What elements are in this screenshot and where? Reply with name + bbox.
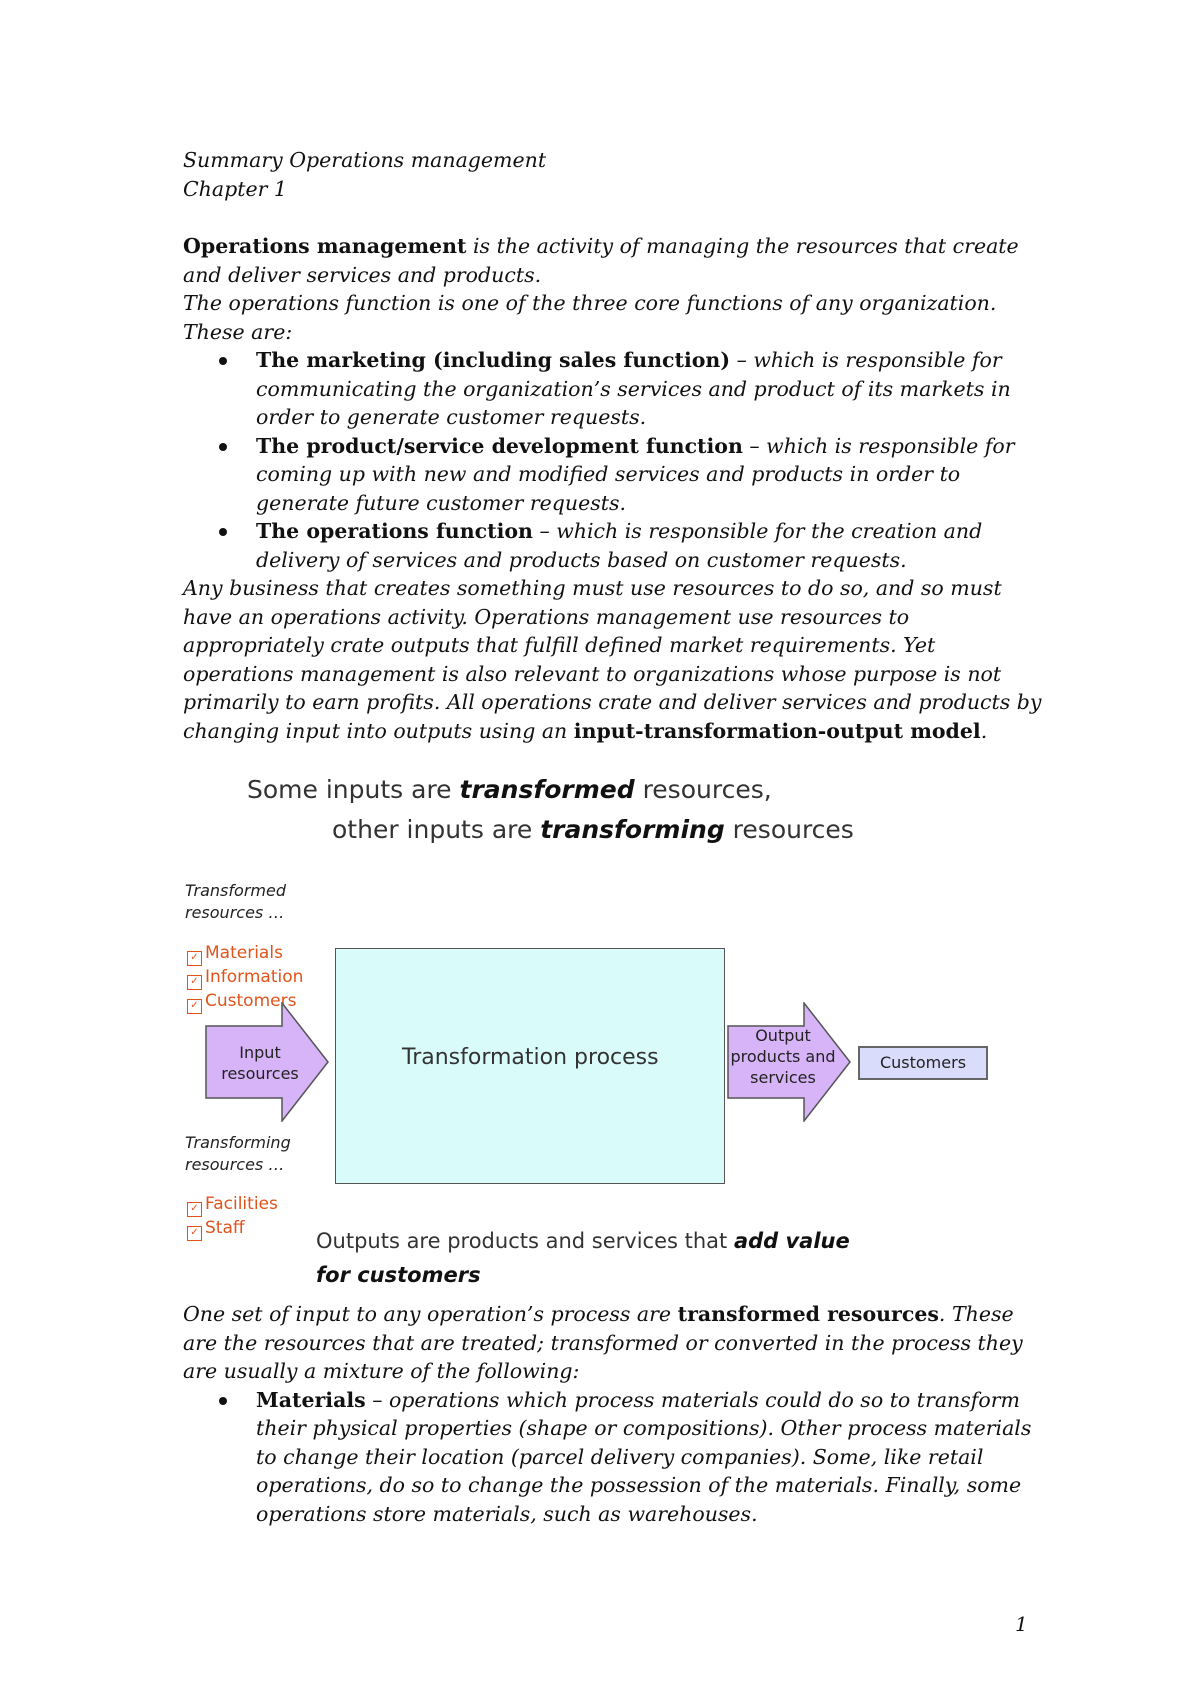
- intro-definition: is the activity of managing the resources that create and deliver services and products.: [183, 234, 1019, 287]
- transformed-resources-term: transformed resources: [677, 1302, 939, 1326]
- checkbox-icon: ✓: [187, 975, 202, 990]
- bullet-text: – operations which process materials could do so to transform their physical properties (shape or compositions). Other process materials to change their location (parcel delivery companies). Some, like retail operations, do so to change the possession of the materials. Finally, some operations store materials, such as warehouses.: [256, 1387, 1032, 1526]
- output-arrow-label: Output products and services: [730, 1026, 836, 1087]
- bullet-text: – which is responsible for the creation and delivery of services and products based on customer requests.: [256, 519, 983, 572]
- transformed-resources-paragraph: One set of input to any operation’s process are transformed resources. These are the resources that are treated; transformed or converted in the process they are usually a mixture of the following:: [183, 1302, 1023, 1383]
- list-item: [183, 346, 1043, 432]
- paragraph-text: Any business that creates something must use resources to do so, and so must have an operations activity. Operations management use resources to appropriately crate outputs that fulfill defined market requirements. Yet operations management is also relevant to organizations whose purpose is not primarily to earn profits. All operations crate and deliver services and products by changing input into outputs using an: [183, 576, 1042, 743]
- resource-types-list: [183, 1386, 1043, 1529]
- bullet-text: – which is responsible for coming up with new and modified services and products in order to generate future customer requests.: [256, 433, 1015, 515]
- list-item: [183, 1386, 1043, 1529]
- list-item: ✓ Materials: [187, 942, 303, 966]
- bullet-text: – which is responsible for communicating the organization’s services and product of its markets in order to generate customer requests.: [256, 348, 1011, 429]
- core-functions-list: [183, 346, 1043, 574]
- paragraph-end: .: [980, 718, 988, 743]
- checkbox-icon: ✓: [187, 1202, 202, 1217]
- intro-paragraph: [183, 232, 1043, 289]
- input-transformation-output-diagram: [183, 770, 1043, 1290]
- bullet-term: The operations function: [256, 519, 533, 543]
- checkbox-icon: ✓: [187, 1226, 202, 1241]
- page-number: 1: [1015, 1612, 1028, 1636]
- transformation-process-label: Transformation process: [402, 1045, 659, 1070]
- diagram-heading-line1: Some inputs are transformed resources,: [247, 775, 772, 804]
- bottom-text-block: [183, 1300, 1043, 1528]
- checkbox-icon: ✓: [187, 999, 202, 1014]
- transformed-resources-label: Transformed resources …: [185, 881, 286, 922]
- checkbox-icon: ✓: [187, 951, 202, 966]
- diagram-footer-caption: Outputs are products and services that add value for customers: [316, 1229, 850, 1287]
- intro-term: Operations management: [183, 234, 467, 258]
- bullet-term: Materials: [256, 1387, 366, 1412]
- customers-box: Customers: [858, 1046, 988, 1080]
- list-item: ✓ Staff: [187, 1217, 278, 1241]
- model-term: input-transformation-output model: [573, 718, 981, 743]
- list-item: ✓ Facilities: [187, 1193, 278, 1217]
- bullet-term: The marketing (including sales function): [256, 348, 731, 372]
- bullet-term: The product/service development function: [256, 433, 743, 458]
- list-item: [183, 517, 1043, 574]
- document-title: Summary Operations management: [183, 148, 547, 172]
- operations-paragraph: [183, 574, 1043, 745]
- top-text-block: [183, 146, 1043, 745]
- transforming-resources-label: Transforming resources …: [185, 1133, 291, 1174]
- list-item: ✓ Information: [187, 966, 303, 990]
- chapter-heading: Chapter 1: [183, 176, 287, 201]
- diagram-heading-line2: other inputs are transforming resources: [332, 815, 854, 844]
- list-item: ✓ Customers: [187, 990, 303, 1014]
- transforming-resources-list: [187, 1193, 278, 1241]
- functions-intro: The operations function is one of the three core functions of any organization. These are:: [183, 291, 997, 344]
- input-arrow-label: Input resources: [221, 1043, 299, 1083]
- list-item: [183, 432, 1043, 518]
